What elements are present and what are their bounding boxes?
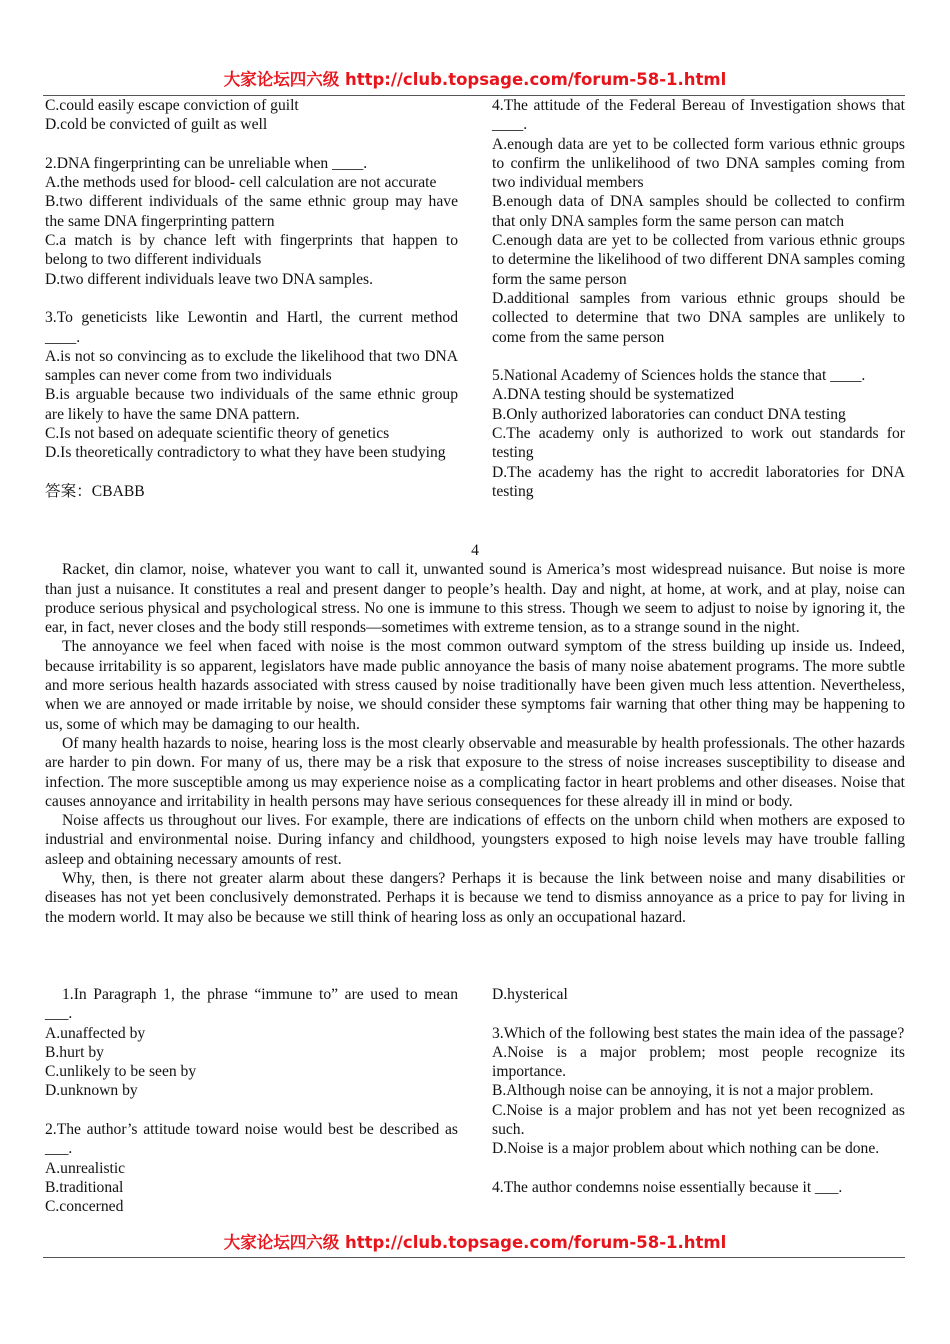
option: B.Only authorized laboratories can conduct DNA testing [492,405,846,423]
option: A.DNA testing should be systematized [492,386,735,404]
option: C.The academy only is authorized to work out standards for testing [492,425,905,462]
option: D.two different individuals leave two DNA samples. [45,270,373,288]
question-stem: 5.National Academy of Sciences holds the stance that ____. [492,367,866,385]
passage-paragraph: Why, then, is there not greater alarm about these dangers? Perhaps it is because the link between noise and many disabilities or diseases has not yet been conclusively demonstrated. Perhaps it is because we tend to dismiss annoyance as a price to pay for living in the modern world. It may also be because we still think of hearing loss as only an occupational hazard. [45,870,905,926]
question-stem: 3.Which of the following best states the main idea of the passage? [492,1024,905,1042]
option: D.The academy has the right to accredit laboratories for DNA testing [492,463,905,500]
question-stem: 1.In Paragraph 1, the phrase “immune to” are used to mean ___. [45,986,458,1023]
option: B.enough data of DNA samples should be collected to confirm that only DNA samples form the same person can match [492,193,905,230]
question-stem: 3.To geneticists like Lewontin and Hartl, the current method ____. [45,309,458,346]
bottom-right-column [492,985,905,1197]
option: A.the methods used for blood- cell calculation are not accurate [45,174,437,192]
option: A.is not so convincing as to exclude the likelihood that two DNA samples can never come from two individuals [45,347,458,385]
option: B.is arguable because two individuals of the same ethnic group are likely to have the same DNA pattern. [45,386,458,423]
footer-rule [43,1257,905,1258]
passage-paragraph: Noise affects us throughout our lives. For example, there are indications of effects on the unborn child when mothers are exposed to industrial and environmental noise. During infancy and childhood, youngsters exposed to high noise levels may have trouble falling asleep and obtaining necessary amounts of rest. [45,812,905,868]
option: C.concerned [45,1198,124,1216]
option: A.unrealistic [45,1159,126,1177]
top-right-column [492,96,905,501]
option: C.a match is by chance left with fingerprints that happen to belong to two different individuals [45,232,458,269]
option: B.Although noise can be annoying, it is not a major problem. [492,1082,874,1100]
option: C.could easily escape conviction of guilt [45,97,299,114]
passage-paragraph: The annoyance we feel when faced with noise is the most common outward symptom of the stress building up inside us. Indeed, because irritability is so apparent, legislators have made public annoyance the basis of many noise abatement programs. The more subtle and more serious health hazards associated with stress caused by noise traditionally have been given much less attention. Nevertheless, when we are annoyed or made irritable by noise, we should consider these symptoms fair warning that other thing may be happening to us, some of which may be damaging to our health. [45,638,905,733]
option: D.Is theoretically contradictory to what they have been studying [45,444,446,462]
question-stem: 2.DNA fingerprinting can be unreliable when ____. [45,154,368,172]
option: D.unknown by [45,1082,138,1100]
option: A.Noise is a major problem; most people recognize its importance. [492,1043,905,1081]
option: D.hysterical [492,986,568,1003]
top-left-column [45,96,458,501]
option: D.cold be convicted of guilt as well [45,116,268,134]
option: D.additional samples from various ethnic groups should be collected to determine that two DNA samples are unlikely to come from the same person [492,289,905,346]
option: C.unlikely to be seen by [45,1063,197,1081]
question-stem: 2.The author’s attitude toward noise would best be described as ___. [45,1121,458,1158]
option: B.hurt by [45,1043,104,1061]
option: C.Is not based on adequate scientific theory of genetics [45,425,390,443]
option: A.enough data are yet to be collected form various ethnic groups to confirm the unlikelihood of two DNA samples coming from two individual members [492,135,905,192]
bottom-left-column [45,985,458,1217]
passage-paragraph: Racket, din clamor, noise, whatever you want to call it, unwanted sound is America’s most widespread nuisance. But noise is more than just a nuisance. It constitutes a real and present danger to people’s health. Day and night, at home, at work, and at play, noise can produce serious physical and psychological stress. No one is immune to this stress. Though we seem to adjust to noise by ignoring it, the ear, in fact, never closes and the body still responds—sometimes with extreme tension, as to a strange sound in the night. [45,561,905,637]
option: B.traditional [45,1178,124,1196]
page-footer-link[interactable]: 大家论坛四六级 http://club.topsage.com/forum-58-1.html [223,1233,727,1252]
option: C.Noise is a major problem and has not yet been recognized as such. [492,1101,905,1139]
answer-key: 答案：CBABB [45,482,145,500]
passage-number: 4 [471,542,479,559]
option: C.enough data are yet to be collected from various ethnic groups to determine the likelihood of two different DNA samples coming form the same person [492,232,905,288]
reading-passage [45,541,905,927]
question-stem: 4.The attitude of the Federal Bereau of Investigation shows that ____. [492,97,905,134]
passage-paragraph: Of many health hazards to noise, hearing loss is the most clearly observable and measurable by health professionals. The other hazards are harder to pin down. For many of us, there may be a risk that exposure to the stress of noise increases susceptibility to disease and infection. The more susceptible among us may experience noise as a complicating factor in heart problems and other diseases. Noise that causes annoyance and irritability in health persons may have serious consequences for these already ill in mind or body. [45,734,905,810]
question-stem: 4.The author condemns noise essentially because it ___. [492,1178,843,1196]
option: B.two different individuals of the same ethnic group may have the same DNA fingerprinting pattern [45,193,458,230]
page-header-link[interactable]: 大家论坛四六级 http://club.topsage.com/forum-58-1.html [223,70,727,89]
option: D.Noise is a major problem about which nothing can be done. [492,1140,880,1158]
option: A.unaffected by [45,1024,146,1042]
